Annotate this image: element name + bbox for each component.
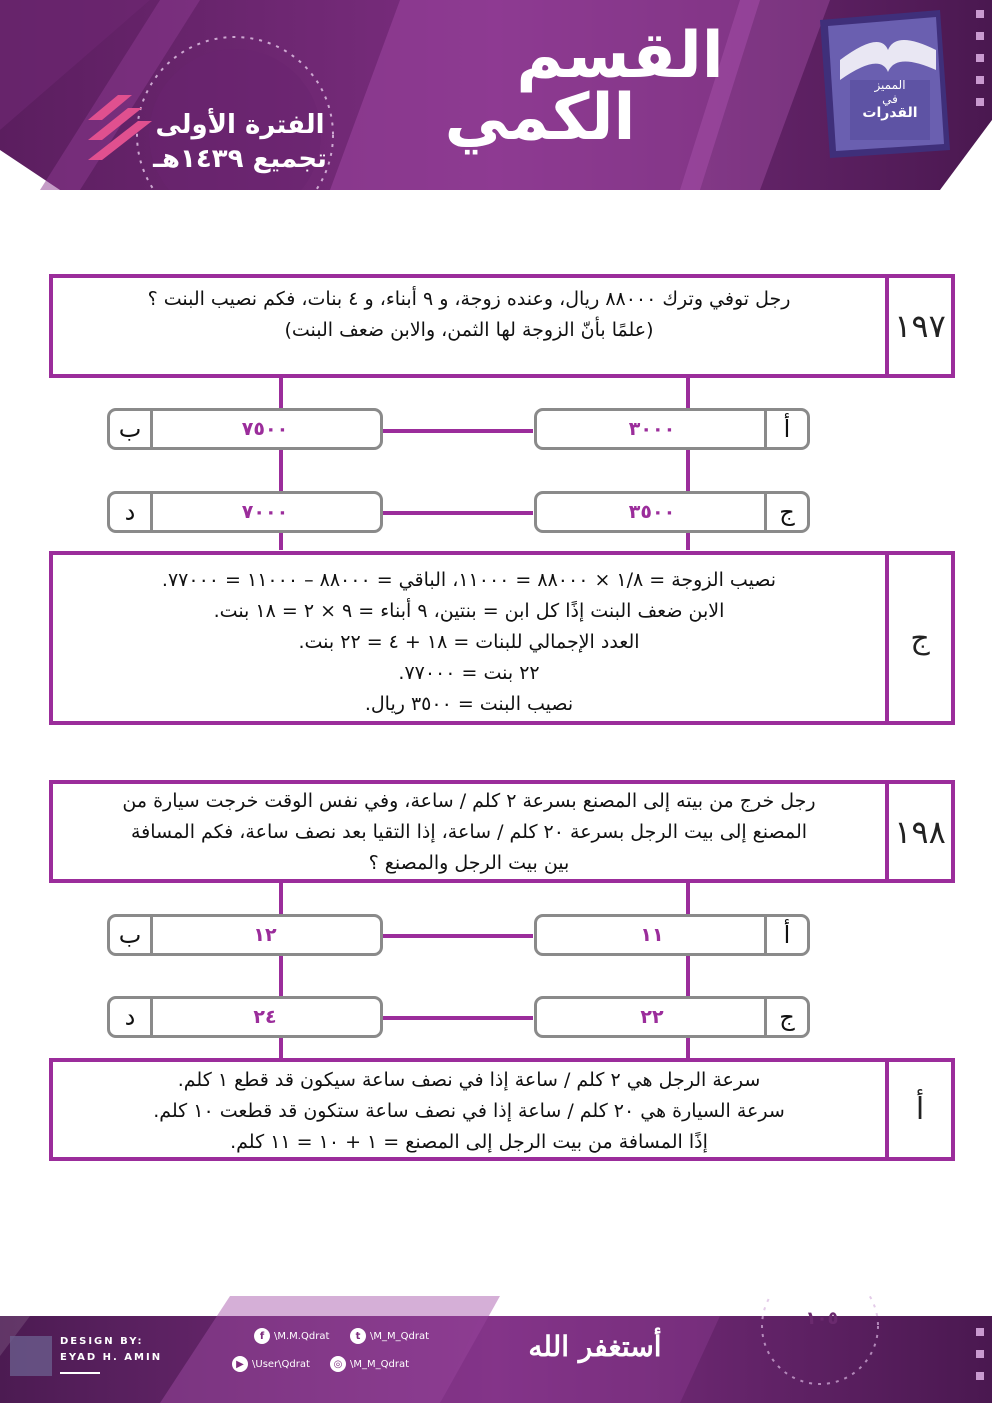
question-line: المصنع إلى بيت الرجل بسرعة ٢٠ كلم / ساعة، إذا التقيا بعد نصف ساعة، فكم المسافة — [130, 821, 808, 843]
solution-line: نصيب البنت = ٣٥٠٠ ريال. — [364, 693, 574, 715]
page-footer — [0, 1296, 992, 1403]
design-by-label: DESIGN BY: — [60, 1336, 144, 1347]
solution-line: العدد الإجمالي للبنات = ١٨ + ٤ = ٢٢ بنت. — [298, 631, 640, 653]
question-line: رجل توفي وترك ٨٨٠٠٠ ريال، وعنده زوجة، و ٩ أبناء، و ٤ بنات، فكم نصيب البنت ؟ — [147, 288, 791, 310]
designer-logo-icon — [10, 1336, 52, 1376]
question-line: بين بيت الرجل والمصنع ؟ — [368, 852, 570, 874]
option-value: ١١ — [640, 924, 664, 946]
solution-text — [53, 1065, 885, 1158]
solution-line: الابن ضعف البنت إذًا كل ابن = بنتين، ٩ أبناء = ٩ × ٢ = ١٨ بنت. — [213, 600, 725, 622]
option-b[interactable] — [107, 408, 383, 450]
option-c[interactable] — [534, 491, 810, 533]
solution-line: إذًا المسافة من بيت الرجل إلى المصنع = ١ + ١٠ = ١١ كلم. — [230, 1131, 708, 1153]
option-letter: ج — [764, 999, 807, 1035]
social-youtube[interactable] — [232, 1356, 310, 1372]
solution-box — [49, 551, 955, 725]
calligraphy-text: أستغفر الله — [528, 1330, 662, 1363]
option-a[interactable] — [534, 408, 810, 450]
logo-text-top: المميز — [874, 78, 906, 92]
solution-line: نصيب الزوجة = ١/٨ × ٨٨٠٠٠ = ١١٠٠٠، الباقي = ٨٨٠٠٠ – ١١٠٠٠ = ٧٧٠٠٠. — [161, 569, 777, 591]
connector-line — [383, 429, 533, 433]
question-line: رجل خرج من بيته إلى المصنع بسرعة ٢ كلم / ساعة، وفي نفس الوقت خرجت سيارة من — [122, 790, 816, 812]
facebook-icon: f — [254, 1328, 270, 1344]
question-line: (علمًا بأنّ الزوجة لها الثمن، والابن ضعف البنت) — [284, 319, 654, 341]
section-title-line2: الكمي — [444, 81, 636, 155]
social-instagram[interactable] — [330, 1356, 409, 1372]
question-box — [49, 274, 955, 378]
question-number: ١٩٨ — [885, 784, 951, 879]
divider — [60, 1372, 100, 1374]
connector-line — [383, 511, 533, 515]
solution-line: سرعة الرجل هي ٢ كلم / ساعة إذا في نصف ساعة سيكون قد قطع ١ كلم. — [177, 1069, 761, 1091]
designer-name: EYAD H. AMIN — [60, 1352, 163, 1363]
question-number: ١٩٧ — [885, 278, 951, 374]
logo-text — [850, 78, 930, 120]
answer-letter: أ — [885, 1062, 951, 1157]
option-a[interactable] — [534, 914, 810, 956]
option-d[interactable] — [107, 491, 383, 533]
option-value: ٧٥٠٠ — [241, 418, 289, 440]
period-label: الفترة الأولى — [155, 110, 325, 140]
compilation-label: تجميع ١٤٣٩هـ — [153, 144, 327, 174]
option-letter: ب — [110, 917, 153, 953]
instagram-icon: ◎ — [330, 1356, 346, 1372]
option-letter: أ — [764, 411, 807, 447]
option-letter: د — [110, 999, 153, 1035]
option-letter: أ — [764, 917, 807, 953]
solution-line: سرعة السيارة هي ٢٠ كلم / ساعة إذا في نصف ساعة ستكون قد قطعت ١٠ كلم. — [153, 1100, 785, 1122]
social-handle: \M.M.Qdrat — [274, 1330, 330, 1342]
solution-line: ٢٢ بنت = ٧٧٠٠٠. — [398, 662, 540, 684]
twitter-icon: t — [350, 1328, 366, 1344]
question-box — [49, 780, 955, 883]
option-value: ٧٠٠٠ — [241, 501, 289, 523]
social-twitter[interactable] — [350, 1328, 429, 1344]
option-value: ٢٤ — [253, 1006, 277, 1028]
option-b[interactable] — [107, 914, 383, 956]
logo-text-bottom: القدرات — [862, 105, 918, 121]
option-letter: د — [110, 494, 153, 530]
option-value: ٣٠٠٠ — [628, 418, 676, 440]
option-value: ٢٢ — [640, 1006, 664, 1028]
option-value: ٣٥٠٠ — [628, 501, 676, 523]
social-facebook[interactable] — [254, 1328, 329, 1344]
option-c[interactable] — [534, 996, 810, 1038]
solution-box — [49, 1058, 955, 1161]
logo-text-mid: في — [882, 92, 898, 106]
connector-line — [383, 934, 533, 938]
page-header — [0, 0, 992, 190]
question-text — [53, 786, 885, 879]
option-d[interactable] — [107, 996, 383, 1038]
option-value: ١٢ — [253, 924, 277, 946]
page-number: ١٠٥ — [805, 1308, 839, 1329]
social-handle: \User\Qdrat — [252, 1358, 310, 1370]
question-text — [53, 284, 885, 346]
connector-line — [383, 1016, 533, 1020]
option-letter: ج — [764, 494, 807, 530]
social-handle: \M_M_Qdrat — [370, 1330, 430, 1342]
option-letter: ب — [110, 411, 153, 447]
social-handle: \M_M_Qdrat — [350, 1358, 410, 1370]
section-title-line1: القسم — [516, 19, 724, 93]
youtube-icon: ▶ — [232, 1356, 248, 1372]
solution-text — [53, 565, 885, 720]
answer-letter: ج — [885, 555, 951, 721]
